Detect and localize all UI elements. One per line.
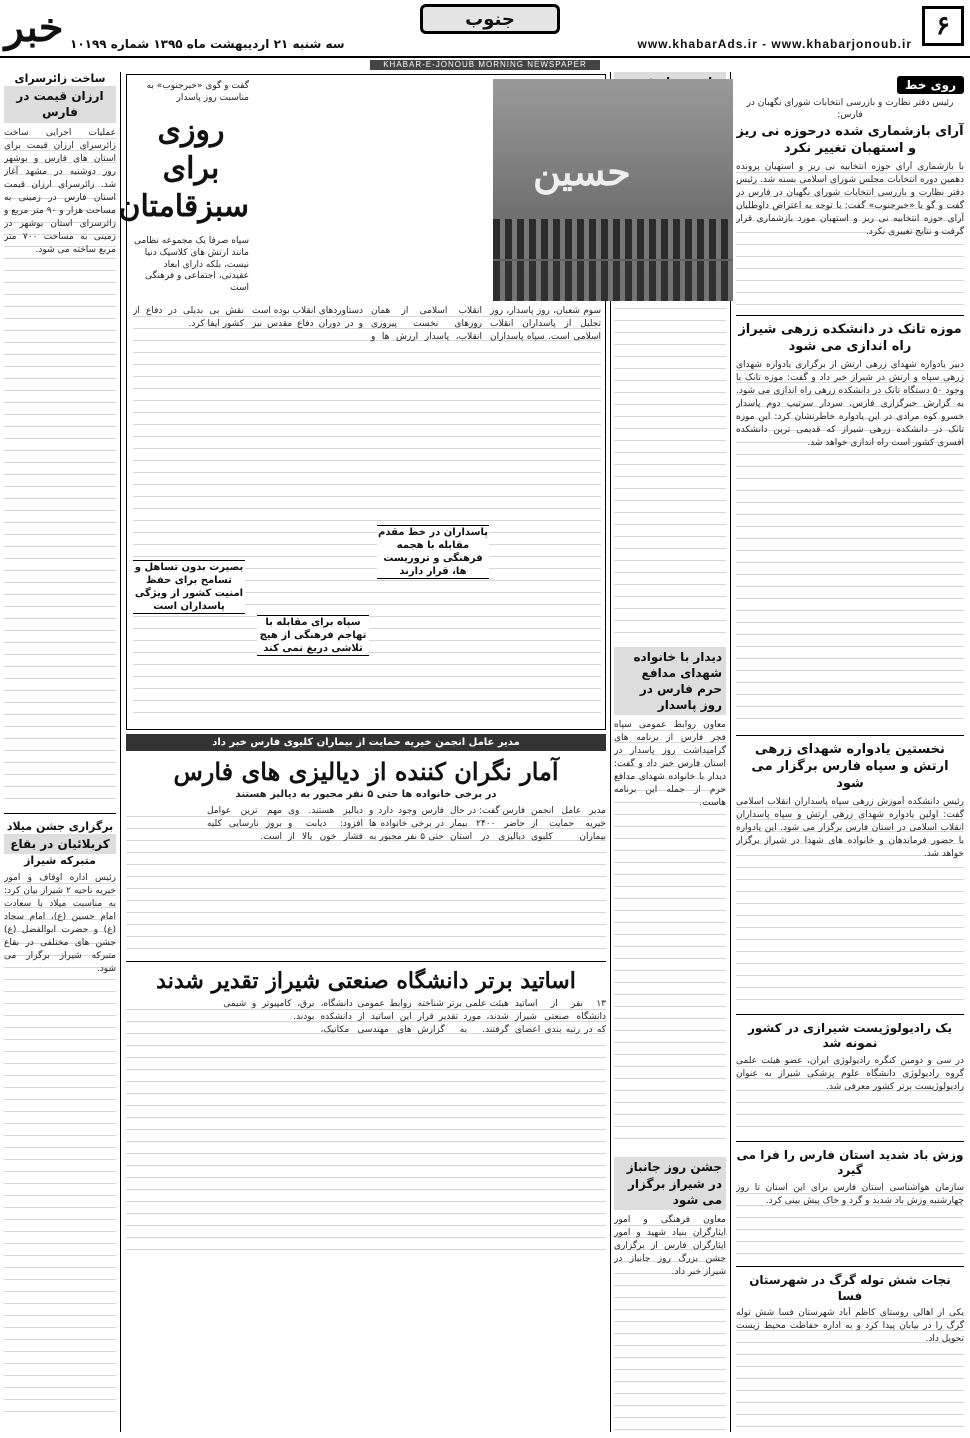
article-headline: یک رادیولوژیست شیرازی در کشور نمونه شد: [748, 1020, 952, 1051]
masthead-subtitle: KHABAR-E-JONOUB MORNING NEWSPAPER: [370, 60, 600, 70]
professors-body: [126, 998, 606, 1256]
article-body: رئیس دانشکده آموزش زرهی سپاه پاسداران انقلاب اسلامی گفت: اولین یادواره شهدای زرهی ارتش و سپاه پاسداران انقلاب اسلامی در استان فارس برگزار می شود. این یادواره با حضور فرماندهان و خانواده های شهدا در شیراز برگزار خواهد شد.: [736, 796, 964, 1008]
article-headline: موزه تانک در دانشکده زرهی شیراز راه اندازی می شود: [738, 322, 962, 355]
section-title: جنوب: [420, 4, 560, 34]
article-headline: آرای بازشماری شده درحوزه نی ریز و استهبان تغییر نکرد: [736, 124, 964, 157]
article-body: در سی و دومین کنگره رادیولوژی ایران، عضو هیئت علمی گروه رادیولوژی دانشگاه علوم پزشکی شیراز به عنوان رادیولوژیست برتر کشور معرفی شد.: [736, 1055, 964, 1135]
article-headline-line: متبرکه شیراز: [24, 854, 96, 868]
professors-body-text: ۱۳ نفر از اساتید دانشگاه صنعتی شیراز که در رتبه بندی اعضای هیئت علمی برتر شناخته شدند، مورد تقدیر قرار گرفتند. به گزارش روابط عمومی دانشگاه، این اساتید از دانشکده های مهندسی مکانیک، برق، کامپیوتر و شیمی بودند.: [223, 999, 606, 1035]
article-body: عملیات اجرایی ساخت زائرسرای ارزان قیمت برای استان های فارس و بوشهر روز دوشنبه در مشهد آغاز شد. زائرسرای ارزان قیمت استان فارس در زمینی به مساحت هزار و ۹۰ متر مربع و زائرسرای استان بوشهر در زمینی به مساحت ۷۰۰ متر مربع ساخته می شود.: [4, 127, 116, 807]
article-headline-line: برگزاری جشن میلاد: [6, 819, 114, 833]
feature-headline: روزی برای سبزقامتان: [118, 113, 249, 225]
article-headline-line: ارزان قیمت در فارس: [4, 86, 116, 122]
article-headline: دیدار با خانواده شهدای مدافع حرم فارس در روز پاسدار: [614, 647, 726, 716]
article-body: دبیر یادواره شهدای زرهی ارتش از برگزاری یادواره شهدای زرهی سپاه و ارتش در شیراز خبر داد و گفت: موزه تانک با وجود ۵۰ دستگاه تانک در دانشکده زرهی راه اندازی می شود. به گزارش خبرگزاری فارس، سردار سرتیپ دوم پاسدار خسرو کوه مرادی در این یادواره خاطرنشان کرد: این موزه تانک در دانشکده زرهی شیراز که قدیمی ترین دانشکده افسری کشور است راه اندازی خواهد شد.: [736, 359, 964, 729]
dialysis-headline: آمار نگران کننده از دیالیزی های فارس: [173, 757, 559, 786]
article-headline: وزش باد شدید استان فارس را فرا می گیرد: [736, 1147, 964, 1178]
feature-body-text: سوم شعبان، روز پاسدار، روز تجلیل از پاسداران انقلاب اسلامی است. سپاه پاسداران انقلاب اسلامی از همان روزهای نخست پیروزی انقلاب، پاسدار ارزش ها و دستاوردهای انقلاب بوده است و در دوران دفاع مقدس نیز نقش بی بدیلی در دفاع از کشور ایفا کرد.: [133, 306, 601, 342]
dialysis-subkicker: در برخی خانواده ها حتی ۵ نفر مجبور به دیالیز هستند: [235, 789, 497, 800]
left-column: [4, 72, 116, 1432]
column-rule: [120, 72, 121, 1432]
article-body: معاون روابط عمومی سپاه فجر فارس از برنامه های گرامیداشت روز پاسدار در استان فارس خبر داد و گفت: دیدار با خانواده شهدای مدافع حرم از جمله این برنامه هاست.: [614, 719, 726, 1149]
article-body: رئیس اداره اوقاف و امور خیریه ناحیه ۲ شیراز بیان کرد: به مناسبت میلاد با سعادت امام حسین (ع)، امام سجاد (ع) و حضرت ابوالفضل (ع) جشن های مختلفی در بقاع متبرکه شیراز برگزار می شود.: [4, 872, 116, 1412]
feature-subhead: پاسداران در خط مقدم مقابله با هجمه فرهنگی و تروریست ها، قرار دارند: [377, 527, 488, 577]
page-number: ۶: [922, 6, 964, 46]
article-headline: نجات شش توله گرگ در شهرستان فسا: [749, 1272, 951, 1303]
article-headline: جشن روز جانباز در شیراز برگزار می شود: [614, 1157, 726, 1210]
article-headline-line: ساخت زائرسرای: [14, 72, 106, 85]
masthead: [0, 0, 970, 58]
dialysis-article: [126, 734, 606, 1254]
column-tag: روی خط: [897, 76, 964, 94]
date-line: سه شنبه ۲۱ اردیبهشت ماه ۱۳۹۵ شماره ۱۰۱۹۹: [70, 37, 345, 51]
feature-photo: [493, 79, 733, 301]
article-body: یکی از اهالی روستای کاظم آباد شهرستان فسا شش توله گرگ را در بیابان پیدا کرد و به اداره حفاظت محیط زیست تحویل داد.: [736, 1307, 964, 1432]
feature-subhead: سپاه برای مقابله با تهاجم فرهنگی از هیچ تلاشی دریغ نمی کند: [257, 615, 369, 656]
calligraphy-image: حسین: [533, 149, 631, 194]
dialysis-body: [126, 805, 606, 955]
dialysis-body-text: مدیر عامل انجمن خیریه حمایت از بیماران کلیوی فارس گفت: در حال حاضر ۲۴۰۰ بیمار دیالیزی در استان فارس وجود دارد و در برخی خانواده ها حتی ۵ نفر مجبور به دیالیز هستند. وی افزود: دیابت و فشار خون بالا از مهم ترین عوامل بروز نارسایی کلیه است.: [207, 806, 606, 842]
article-body: با بازشماری آرای حوزه انتخابیه نی ریز و استهبان پرونده دهمین دوره انتخابات مجلس شورای اسلامی بسته شد. رئیس دفتر نظارت و بازرسی انتخابات شورای نگهبان در فارس در گفت و گو با «خبرجنوب» گفت: با توجه به اعتراض داوطلبان آرای حوزه انتخابیه نی ریز و استهبان مورد بازشماری قرار گرفت و نتایج تغییری نکرد.: [736, 161, 964, 309]
website-urls[interactable]: www.khabarAds.ir - www.khabarjonoub.ir: [637, 37, 912, 51]
feature-kicker: گفت و گوی «خبرجنوب» به مناسبت روز پاسدار: [146, 81, 249, 103]
feature-subhead: بصیرت بدون تساهل و تسامح برای حفظ امنیت کشور از ویژگی پاسداران است: [134, 562, 244, 612]
article-kicker: رئیس دفتر نظارت و بازرسی انتخابات شورای نگهبان در فارس:: [746, 98, 954, 120]
feature-body: [133, 305, 601, 721]
feature-article: [118, 74, 631, 730]
article-body: معاون فرهنگی و امور ایثارگران بنیاد شهید و امور ایثارگران فارس از برگزاری جشن بزرگ روز جانباز در شیراز خبر داد.: [614, 1214, 726, 1432]
article-headline: نخستین یادواره شهدای زرهی ارتش و سپاه فارس برگزار می شود: [751, 741, 949, 791]
newspaper-logo: خبر: [4, 4, 64, 51]
article-headline-line: کربلائیان در بقاع: [4, 834, 116, 854]
article-body: سازمان هواشناسی استان فارس برای این استان تا روز چهارشنبه وزش باد شدید و گرد و خاک پیش بینی کرد.: [736, 1182, 964, 1260]
feature-intro: سپاه صرفا یک مجموعه نظامی مانند ارتش های کلاسیک دنیا نیست، بلکه دارای ابعاد عقیدتی، اجتماعی و فرهنگی است: [133, 236, 249, 294]
right-column: [736, 72, 964, 1432]
professors-headline: اساتید برتر دانشگاه صنعتی شیراز تقدیر شدند: [156, 968, 576, 994]
dialysis-kicker: مدیر عامل انجمن خیریه حمایت از بیماران کلیوی فارس خبر داد: [126, 734, 606, 751]
